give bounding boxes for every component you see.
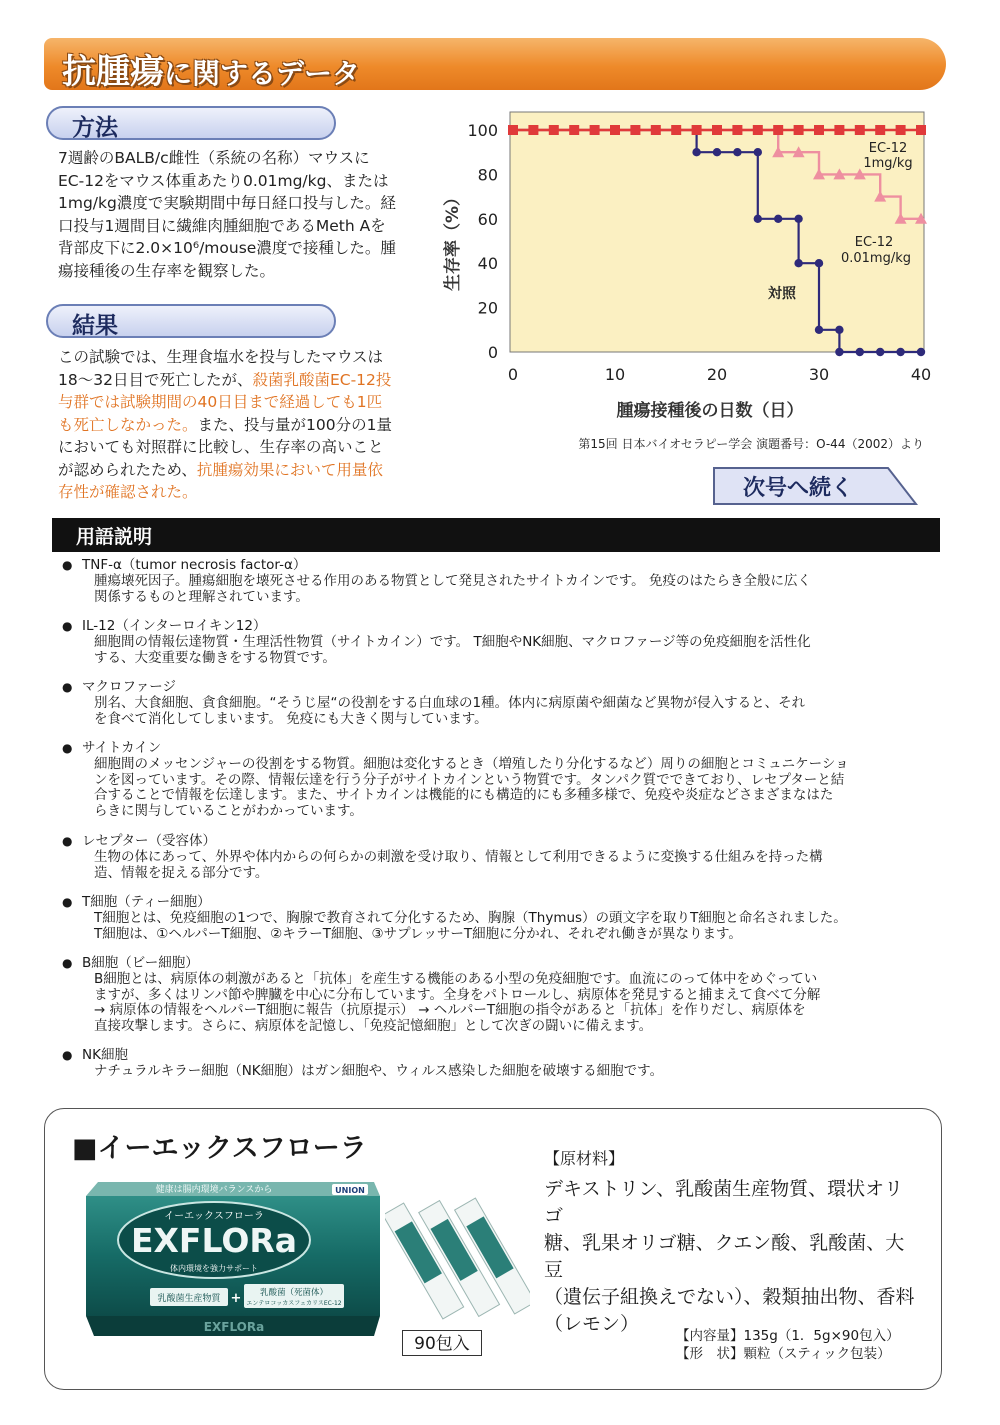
x-tick-label: 20 bbox=[706, 365, 728, 384]
x-tick-label: 10 bbox=[604, 365, 626, 384]
result-heading: 結果 bbox=[72, 313, 118, 339]
series-marker-dot bbox=[815, 259, 823, 267]
glossary-description-line: T細胞は、①ヘルパーT細胞、②キラーT細胞、③サプレッサーT細胞に分かれ、それぞれ働きが異なります。 bbox=[94, 925, 742, 942]
series-label-001mg-top: EC-12 bbox=[854, 235, 894, 250]
y-tick-label: 20 bbox=[477, 298, 498, 318]
method-heading: 方法 bbox=[72, 115, 118, 141]
glossary-description-line: ンを図っています。その際、情報伝達を行う分子がサイトカインという物質です。タンパク質でできており、レセプターと結 bbox=[94, 771, 845, 788]
package-plus: + bbox=[230, 1291, 242, 1306]
package-support: 体内環境を強力サポート bbox=[170, 1264, 258, 1273]
materials-line: （レモン） bbox=[544, 1313, 640, 1335]
series-marker-square bbox=[528, 125, 538, 135]
glossary-description bbox=[94, 574, 942, 605]
survival-chart bbox=[440, 100, 940, 460]
result-line: においても対照群に比較し、生存率の高いこと bbox=[58, 438, 384, 456]
result-segment: が認められたため、 bbox=[58, 460, 197, 479]
series-marker-dot bbox=[733, 148, 741, 156]
glossary-term: レセプター（受容体） bbox=[82, 833, 217, 849]
method-line: 1mg/kg濃度で実験期間中毎日経口投与した。経 bbox=[58, 194, 396, 212]
result-line bbox=[58, 414, 428, 437]
bullet-icon: ● bbox=[62, 558, 73, 572]
x-tick-label: 40 bbox=[910, 365, 932, 384]
next-issue-banner bbox=[712, 466, 918, 506]
x-ticks bbox=[508, 365, 931, 384]
package-ingredient-2-sub: エンテロコッカスフェカリスEC-12 bbox=[246, 1300, 342, 1307]
series-marker-dot bbox=[754, 148, 762, 156]
glossary-description-line: 直接攻撃します。さらに、病原体を記憶し、「免疫記憶細胞」として次ぎの闘いに備えます。 bbox=[94, 1017, 653, 1034]
materials-line: （遺伝子組換えでない）、穀類抽出物、香料 bbox=[544, 1286, 915, 1308]
bullet-icon: ● bbox=[62, 741, 73, 755]
glossary-term: B細胞（ビー細胞） bbox=[82, 955, 199, 971]
series-marker-dot bbox=[896, 348, 904, 356]
glossary-term: IL-12（インターロイキン12） bbox=[82, 618, 267, 634]
glossary-description-line: B細胞とは、病原体の刺激があると「抗体」を産生する機能のある小型の免疫細胞です。血流にのって体中をめぐってい bbox=[94, 971, 818, 987]
y-tick-label: 0 bbox=[487, 343, 498, 362]
series-marker-dot bbox=[835, 326, 843, 334]
glossary-description-line: する、大変重要な働きをする物質です。 bbox=[94, 649, 336, 666]
series-marker-dot bbox=[692, 148, 700, 156]
series-marker-square bbox=[773, 125, 783, 135]
glossary-description-line: → 病原体の情報をヘルパーT細胞に報告（抗原提示） → ヘルパーT細胞の指令があると「抗体」を作りだし、病原体を bbox=[94, 1002, 806, 1018]
package-logo: EXFLORa bbox=[130, 1221, 298, 1260]
series-marker-dot bbox=[794, 215, 802, 223]
series-marker-square bbox=[732, 125, 742, 135]
page-title bbox=[62, 44, 360, 93]
next-issue-label: 次号へ続く bbox=[742, 476, 854, 501]
series-marker-dot bbox=[754, 215, 762, 223]
x-axis-label: 腫瘍接種後の日数（日） bbox=[616, 401, 804, 421]
bullet-icon: ● bbox=[62, 619, 73, 633]
result-highlight: 殺菌乳酸菌EC-12投 bbox=[252, 370, 392, 389]
result-text bbox=[58, 346, 428, 504]
method-line: 背部皮下に2.0×10⁶/mouse濃度で接種した。腫 bbox=[58, 239, 396, 257]
glossary-description-line: らきに関与していることがわかっています。 bbox=[94, 802, 363, 819]
series-marker-dot bbox=[794, 259, 802, 267]
glossary-term: サイトカイン bbox=[82, 740, 162, 756]
result-line bbox=[58, 369, 428, 392]
materials-text bbox=[544, 1176, 916, 1338]
series-marker-square bbox=[692, 125, 702, 135]
method-line: EC-12をマウス体重あたり0.01mg/kg、または bbox=[58, 171, 389, 190]
series-marker-square bbox=[875, 125, 885, 135]
series-marker-square bbox=[508, 125, 518, 135]
glossary-description bbox=[94, 850, 942, 881]
series-marker-square bbox=[834, 125, 844, 135]
glossary-description-line: ますが、多くはリンパ節や脾臓を中心に分布しています。全身をパトロールし、病原体を発見すると捕まえて食べて分解 bbox=[94, 986, 821, 1003]
x-tick-label: 0 bbox=[507, 365, 519, 384]
package-ingredient-1: 乳酸菌生産物質 bbox=[157, 1294, 221, 1304]
series-marker-square bbox=[753, 125, 763, 135]
series-marker-square bbox=[712, 125, 722, 135]
package-tagline: 健康は腸内環境バランスから bbox=[155, 1185, 273, 1195]
package-side-logo: EXFLORa bbox=[203, 1320, 265, 1334]
package-brand: UNION bbox=[335, 1186, 365, 1195]
package-name-kana: イーエックスフローラ bbox=[164, 1211, 264, 1222]
result-highlight: 与群では試験期間の40日目まで経過しても1匹 bbox=[58, 393, 383, 411]
series-marker-square bbox=[549, 125, 559, 135]
glossary-description-line: T細胞とは、免疫細胞の1つで、胸腺で教育されて分化するため、胸腺（Thymus）の頭文字を取りT細胞と命名されました。 bbox=[94, 910, 847, 926]
method-heading-pill bbox=[46, 106, 336, 140]
series-marker-square bbox=[814, 125, 824, 135]
result-segment: また、投与量が100分の1量 bbox=[197, 415, 392, 434]
materials-label: 【原材料】 bbox=[544, 1149, 625, 1168]
glossary-description-line: 関係するものと理解されています。 bbox=[94, 588, 309, 605]
glossary-term: マクロファージ bbox=[82, 679, 176, 695]
series-label-001mg-bottom: 0.01mg/kg bbox=[840, 251, 912, 266]
series-marker-dot bbox=[815, 326, 823, 334]
result-highlight: も死亡しなかった。 bbox=[58, 415, 198, 434]
glossary-description-line: 生物の体にあって、外界や体内からの何らかの刺激を受け取り、情報として利用できるように変換する仕組みを持った構 bbox=[94, 849, 823, 865]
product-package-image bbox=[84, 1180, 382, 1338]
glossary-description bbox=[94, 911, 942, 942]
spec-content: 【内容量】135g（1．5g×90包入） bbox=[676, 1328, 900, 1344]
series-marker-dot bbox=[713, 148, 721, 156]
bullet-icon: ● bbox=[62, 895, 73, 909]
glossary-term: T細胞（ティー細胞） bbox=[82, 894, 211, 910]
glossary-description-line: 細胞間のメッセンジャーの役割をする物質。細胞は変化するとき（増殖したり分化するなど）周りの細胞とコミュニケーショ bbox=[94, 756, 849, 772]
method-text bbox=[58, 147, 428, 282]
spec-form: 【形 状】顆粒（スティック包装） bbox=[676, 1346, 891, 1362]
series-marker-square bbox=[630, 125, 640, 135]
result-highlight: 抗腫瘍効果において用量依 bbox=[196, 460, 383, 479]
glossary-description bbox=[94, 972, 942, 1034]
series-marker-dot bbox=[917, 348, 925, 356]
method-line: 口投与1週間目に繊維肉腫細胞であるMeth Aを bbox=[58, 216, 386, 235]
product-title: ■イーエックスフローラ bbox=[72, 1133, 367, 1164]
glossary-description-line: ナチュラルキラー細胞（NK細胞）はガン細胞や、ウィルス感染した細胞を破壊する細胞です。 bbox=[94, 1063, 664, 1079]
series-marker-square bbox=[916, 125, 926, 135]
y-tick-label: 100 bbox=[467, 121, 498, 140]
glossary-description-line: 腫瘍壊死因子。腫瘍細胞を壊死させる作用のある物質として発見されたサイトカインです。 免疫のはたらき全般に広く bbox=[94, 573, 811, 589]
glossary-term: TNF-α（tumor necrosis factor-α） bbox=[82, 557, 307, 573]
result-highlight: 存性が確認された。 bbox=[58, 483, 198, 501]
series-marker-dot bbox=[876, 348, 884, 356]
glossary-description-line: 造、情報を捉える部分です。 bbox=[94, 864, 269, 881]
page-title-sub: に関するデータ bbox=[164, 57, 361, 90]
materials-line: 糖、乳果オリゴ糖、クエン酸、乳酸菌、大豆 bbox=[544, 1232, 905, 1281]
glossary-description bbox=[94, 696, 942, 727]
bullet-icon: ● bbox=[62, 1048, 73, 1062]
page-title-main: 抗腫瘍 bbox=[62, 52, 164, 92]
series-marker-square bbox=[610, 125, 620, 135]
result-segment: 18～32日目で死亡したが、 bbox=[58, 370, 253, 389]
glossary-term: NK細胞 bbox=[82, 1047, 128, 1063]
y-tick-label: 60 bbox=[477, 209, 498, 229]
series-marker-square bbox=[671, 125, 681, 135]
glossary-description-line: を食べて消化してしまいます。 免疫にも大きく関与しています。 bbox=[94, 710, 488, 727]
stick-packets-image bbox=[385, 1190, 530, 1320]
glossary-description bbox=[94, 635, 942, 666]
bullet-icon: ● bbox=[62, 834, 73, 848]
plot-area bbox=[510, 112, 924, 352]
series-marker-square bbox=[651, 125, 661, 135]
result-line bbox=[58, 459, 428, 482]
series-marker-dot bbox=[774, 215, 782, 223]
glossary-description bbox=[94, 1064, 942, 1080]
chart-source: 第15回 日本バイオセラピー学会 演題番号：O-44（2002）より bbox=[578, 437, 924, 451]
y-ticks bbox=[467, 121, 498, 362]
series-label-control: 対照 bbox=[768, 286, 796, 302]
series-marker-dot bbox=[856, 348, 864, 356]
series-marker-square bbox=[855, 125, 865, 135]
method-line: 瘍接種後の生存率を観察した。 bbox=[58, 261, 276, 280]
y-tick-label: 80 bbox=[477, 165, 498, 185]
bullet-icon: ● bbox=[62, 680, 73, 694]
materials-line: デキストリン、乳酸菌生産物質、環状オリゴ bbox=[544, 1178, 904, 1227]
glossary-description-line: 別名、大食細胞、貪食細胞。“そうじ屋“の役割をする白血球の1種。体内に病原菌や細菌など異物が侵入すると、それ bbox=[94, 695, 806, 711]
y-tick-label: 40 bbox=[477, 254, 498, 274]
bullet-icon: ● bbox=[62, 956, 73, 970]
series-marker-dot bbox=[835, 348, 843, 356]
series-label-1mg-bottom: 1mg/kg bbox=[863, 156, 913, 171]
glossary-bar bbox=[52, 518, 940, 552]
x-tick-label: 30 bbox=[808, 365, 830, 384]
series-marker-square bbox=[896, 125, 906, 135]
y-axis-label: 生存率（%） bbox=[443, 188, 463, 292]
glossary-title: 用語説明 bbox=[76, 526, 153, 548]
glossary-description-line: 細胞間の情報伝達物質・生理活性物質（サイトカイン）です。 T細胞やNK細胞、マクロファージ等の免疫細胞を活性化 bbox=[94, 634, 811, 650]
series-marker-square bbox=[569, 125, 579, 135]
glossary-description bbox=[94, 757, 942, 819]
quantity-tag: 90包入 bbox=[402, 1330, 482, 1356]
result-line: この試験では、生理食塩水を投与したマウスは bbox=[58, 348, 384, 366]
package-ingredient-2: 乳酸菌（死菌体） bbox=[259, 1288, 329, 1298]
series-marker-square bbox=[590, 125, 600, 135]
series-marker-square bbox=[794, 125, 804, 135]
glossary-description-line: 合することで情報を伝達します。また、サイトカインは機能的にも構造的にも多種多様で、免疫や炎症などさまざまなはた bbox=[94, 787, 834, 803]
method-line: 7週齢のBALB/c雌性（系統の名称）マウスに bbox=[58, 149, 370, 167]
result-heading-pill bbox=[46, 304, 336, 338]
series-label-1mg-top: EC-12 bbox=[868, 141, 908, 156]
